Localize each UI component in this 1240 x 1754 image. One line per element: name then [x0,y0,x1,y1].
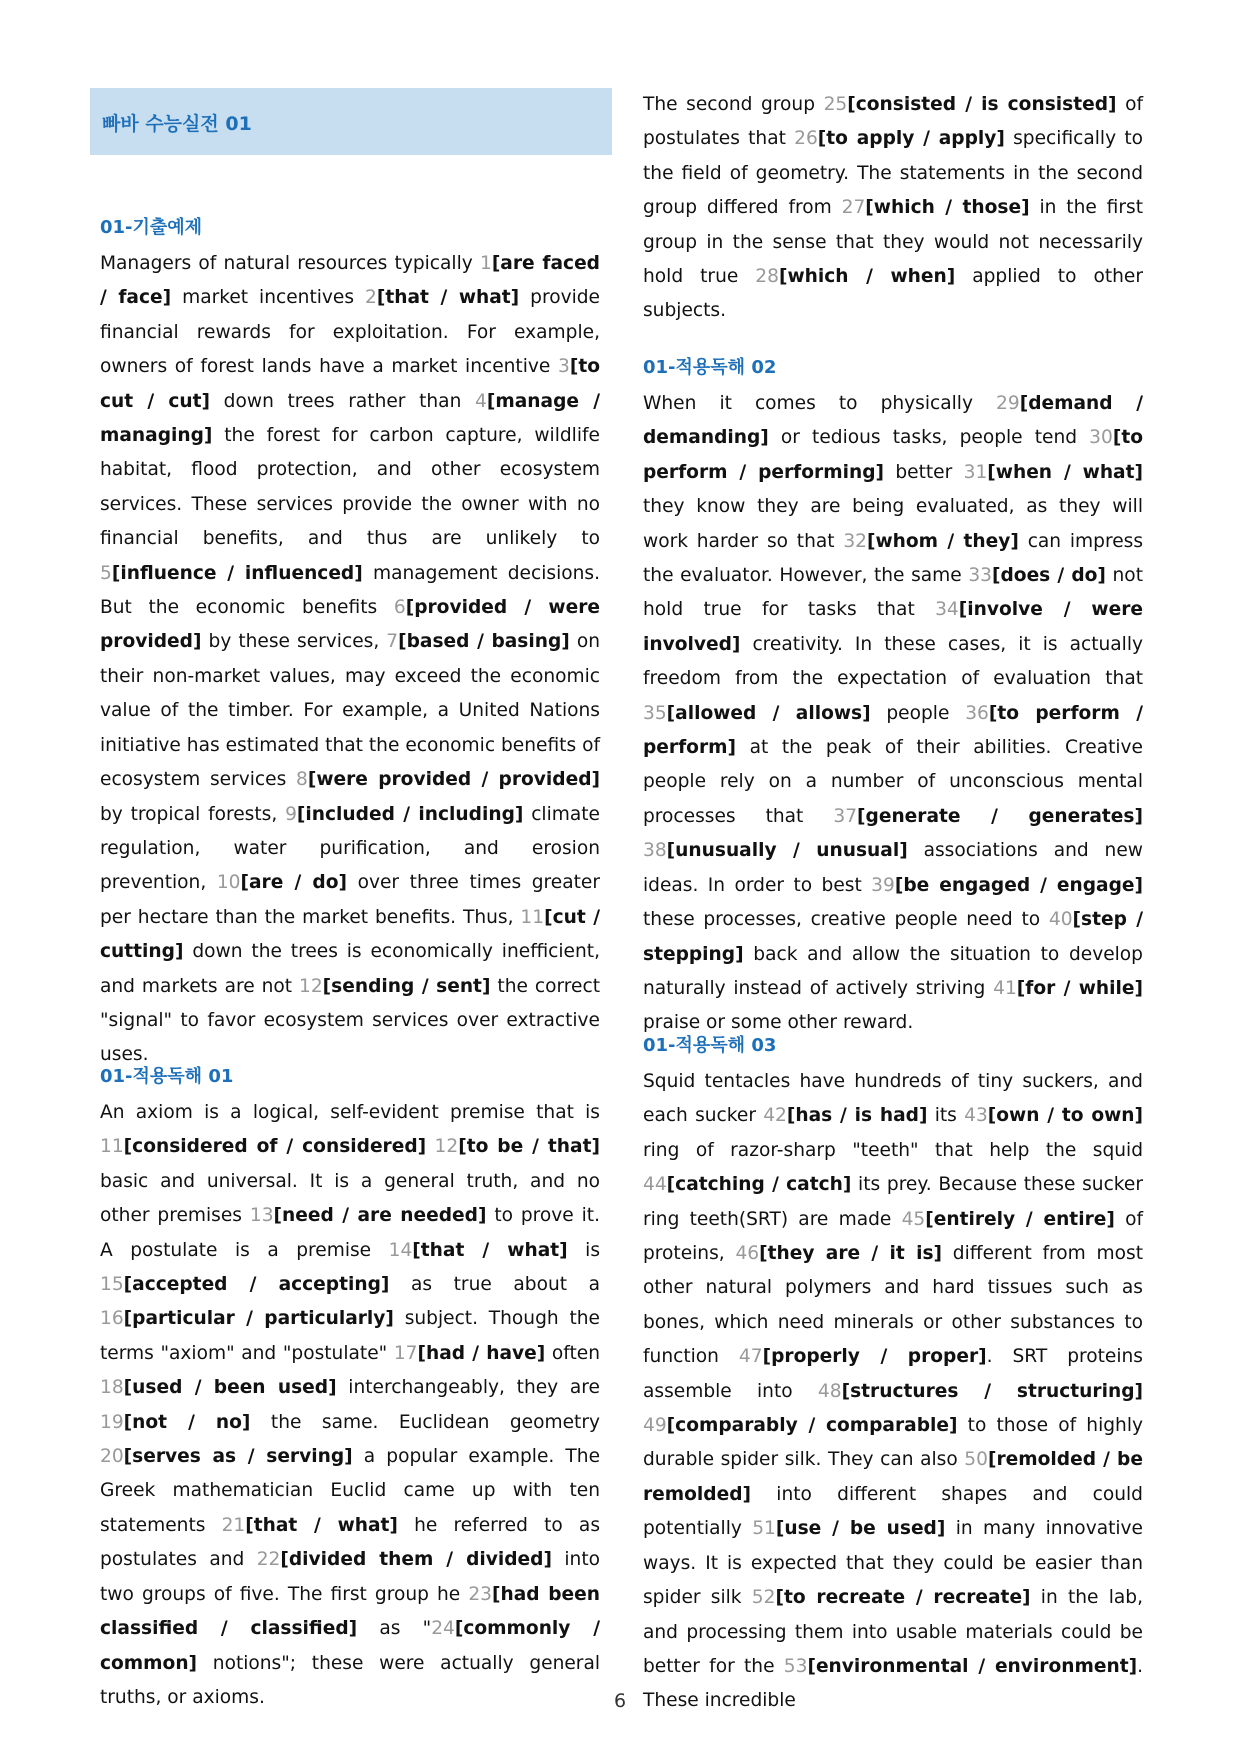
choice-options: [for / while] [1016,977,1143,999]
blank-number: 13 [249,1205,274,1227]
blank-number: 12 [299,975,323,997]
blank-number: 53 [783,1655,808,1677]
blank-number: 18 [100,1377,124,1399]
blank-number: 39 [871,874,895,896]
passage-text: in the lab, and processing them into usable materials could be better for the [643,1587,1143,1677]
choice-options: [own / to own] [987,1105,1144,1127]
blank-number: 51 [752,1518,776,1540]
choice-options: [to perform / performing] [643,427,1143,483]
choice-options: [had / have] [417,1342,546,1364]
blank-number: 17 [393,1342,418,1364]
passage-text: subject. Though the terms "axiom" and "postulate" [100,1308,600,1364]
passage-text: into two groups of five. The first group he [100,1549,600,1605]
blank-number: 23 [468,1583,492,1605]
passage-text: into different shapes and could potentially [643,1483,1143,1540]
passage-text: at the peak of their abilities. Creative people rely on a number of unconscious mental processes that [643,737,1143,827]
choice-options: [whom / they] [867,530,1019,552]
choice-options: [serves as / serving] [123,1446,353,1468]
blank-number: 32 [843,530,867,552]
choice-options: [allowed / allows] [666,702,871,724]
section-title: 01-적용독해 01 [100,1066,234,1087]
choice-options: [generate / generates] [857,805,1143,827]
page-number: 6 [613,1690,627,1712]
blank-number: 12 [434,1136,459,1158]
passage-text: provide financial rewards for exploitation. For example, owners of forest lands have a market incentive [100,287,600,378]
blank-number: 15 [100,1274,124,1296]
blank-number: 21 [221,1514,246,1536]
blank-number: 20 [100,1446,124,1468]
choice-options: [accepted / accepting] [123,1274,390,1296]
section-title: 01-적용독해 02 [643,357,777,378]
passage-text: creativity. In these cases, it is actually freedom from the expectation of evaluation that [643,633,1143,690]
choice-options: [consisted / is consisted] [847,94,1117,115]
choice-options: [based / basing] [398,631,570,653]
section-title: 01-기출예제 [100,217,203,238]
passage-text: the forest for carbon capture, wildlife habitat, flood protection, and other ecosystem services. These services provide the owner with no financial benefits, and thus are unlikely to [100,425,600,550]
blank-number: 33 [968,565,992,587]
blank-number: 28 [755,266,779,288]
blank-number: 1 [479,253,492,274]
blank-number: 49 [643,1415,667,1437]
blank-number: 6 [393,597,406,619]
blank-number: 35 [643,702,667,724]
choice-options: [to cut / cut] [100,356,600,412]
passage-text: or tedious tasks, people tend [768,427,1090,449]
passage-text: on their non-market values, may exceed the economic value of the timber. For example, a United Nations initiative has estimated that the economic benefits of ecosystem services [100,631,600,791]
passage-text: better [884,461,964,483]
blank-number: 2 [365,287,377,309]
choice-options: [environmental / environment] [807,1655,1138,1677]
header-title: 빠바 수능실전 01 [102,113,252,135]
choice-options: [involve / were involved] [643,599,1143,655]
blank-number: 38 [643,840,667,862]
blank-number: 4 [475,390,487,412]
blank-number: 36 [965,702,989,724]
passage-text: to those of highly durable spider silk. They can also [643,1415,1144,1471]
choice-options: [are faced / face] [100,253,600,309]
blank-number: 42 [763,1105,787,1127]
passage-text: of proteins, [643,1208,1143,1265]
passage-text: praise or some other reward. [643,1012,914,1034]
choice-options: [sending / sent] [322,975,491,997]
choice-options: [need / are needed] [273,1205,487,1227]
choice-options: [included / including] [296,803,524,825]
blank-number: 8 [296,769,308,791]
passage-text: not hold true for tasks that [643,565,1143,621]
passage-text: associations and new ideas. In order to best [643,840,1143,896]
passage-text: down the trees is economically inefficient, and markets are not [100,941,600,997]
passage-text: in the first group in the sense that they would not necessarily hold true [643,197,1144,288]
choice-options: [not / no] [123,1411,251,1433]
section-body [643,387,1143,1041]
passage-text: basic and universal. It is a general truth, and no other premises [100,1170,600,1227]
passage-text: is [567,1239,600,1261]
choice-options: [comparably / comparable] [666,1415,958,1437]
blank-number: 48 [817,1380,842,1402]
passage-text: different from most other natural polymers and hard tissues such as bones, which need minerals or other substances to function [643,1243,1143,1368]
choice-options: [influence / influenced] [111,562,363,584]
choice-options: [cut / cutting] [100,906,600,963]
passage-text: The second group [643,94,824,115]
section-example [100,213,600,1073]
blank-number: 37 [833,805,858,827]
section-reading-01-cont [643,88,1143,329]
passage-text: to prove it. A postulate is a premise [100,1205,600,1261]
choice-options: [be engaged / engage] [894,874,1143,896]
blank-number: 30 [1089,427,1113,449]
choice-options: [demand / demanding] [643,393,1143,449]
passage-text [426,1136,434,1157]
blank-number: 14 [388,1239,413,1261]
section-body [100,247,600,1073]
header-banner [90,88,612,155]
blank-number: 40 [1048,909,1073,931]
blank-number: 9 [285,803,297,825]
passage-text: its [927,1105,965,1127]
section-reading-02 [643,353,1143,1041]
choice-options: [that / what] [412,1239,568,1261]
passage-text: over three times greater per hectare than the market benefits. Thus, [100,872,600,928]
choice-options: [considered of / considered] [123,1136,427,1158]
section-title: 01-적용독해 03 [643,1035,777,1056]
blank-number: 24 [431,1618,455,1640]
choice-options: [when / what] [987,461,1143,483]
blank-number: 34 [935,599,959,621]
choice-options: [which / those] [865,197,1030,219]
choice-options: [unusually / unusual] [666,840,908,862]
blank-number: 43 [964,1105,988,1127]
blank-number: 16 [100,1308,124,1330]
passage-text: in many innovative ways. It is expected that they could be easier than spider silk [643,1518,1143,1609]
choice-options: [they are / it is] [759,1243,943,1265]
passage-text: of postulates that [643,94,1143,150]
passage-text: can impress the evaluator. However, the same [643,530,1144,587]
blank-number: 7 [386,631,399,653]
passage-text: the correct "signal" to favor ecosystem services over extractive uses. [100,975,600,1066]
choice-options: [which / when] [778,266,956,288]
choice-options: [that / what] [245,1514,398,1536]
choice-options: [remolded / be remolded] [643,1449,1143,1505]
passage-text: Squid tentacles have hundreds of tiny suckers, and each sucker [643,1071,1143,1127]
passage-text: as true about a [389,1274,600,1296]
choice-options: [had been classified / classified] [100,1583,600,1640]
passage-text: down trees rather than [210,390,476,412]
passage-text: applied to other subjects. [643,266,1143,322]
choice-options: [divided them / divided] [280,1549,552,1571]
blank-number: 47 [738,1346,763,1368]
blank-number: 31 [963,461,988,483]
choice-options: [to apply / apply] [817,128,1005,150]
blank-number: 44 [643,1174,667,1196]
blank-number: 26 [794,128,818,150]
choice-options: [used / been used] [123,1377,337,1399]
blank-number: 25 [823,94,848,115]
choice-options: [to be / that] [458,1136,600,1158]
passage-text: these processes, creative people need to [643,909,1049,931]
section-body [643,1065,1143,1719]
passage-text: they know they are being evaluated, as they will work harder so that [643,496,1143,552]
choice-options: [provided / were provided] [100,597,600,653]
passage-text: as " [357,1618,432,1640]
choice-options: [to recreate / recreate] [775,1587,1031,1609]
section-reading-03 [643,1031,1143,1719]
section-body [643,88,1143,329]
passage-text: ring of razor-sharp "teeth" that help the squid [643,1139,1143,1161]
section-reading-01 [100,1062,600,1715]
choice-options: [particular / particularly] [123,1308,394,1330]
passage-text: management decisions. But the economic benefits [100,562,601,619]
blank-number: 29 [996,393,1020,414]
passage-text: market incentives [171,287,366,309]
section-body [100,1096,600,1715]
blank-number: 10 [216,872,241,894]
passage-text: the same. Euclidean geometry [250,1411,600,1433]
passage-text: An axiom is a logical, self-evident premise that is [100,1102,600,1123]
passage-text: climate regulation, water purification, and erosion prevention, [100,803,600,894]
choice-options: [has / is had] [786,1105,928,1127]
choice-options: [catching / catch] [666,1174,852,1196]
choice-options: [does / do] [991,565,1106,587]
blank-number: 41 [993,977,1017,999]
passage-text: by these services, [201,631,387,653]
passage-text: back and allow the situation to develop naturally instead of actively striving [643,943,1143,999]
blank-number: 50 [964,1449,988,1471]
choice-options: [use / be used] [775,1518,946,1540]
choice-options: [entirely / entire] [925,1208,1115,1230]
choice-options: [that / what] [376,287,520,309]
passage-text: When it comes to physically [643,393,997,414]
choice-options: [commonly / common] [100,1618,600,1674]
blank-number: 45 [901,1208,926,1230]
passage-text: by tropical forests, [100,803,286,825]
choice-options: [are / do] [240,872,348,894]
choice-options: [properly / proper] [762,1346,987,1368]
passage-text: people [870,702,966,724]
blank-number: 27 [841,197,866,219]
choice-options: [manage / managing] [100,390,601,447]
blank-number: 46 [735,1243,760,1265]
choice-options: [structures / structuring] [841,1380,1143,1402]
blank-number: 5 [100,562,112,584]
passage-text: he referred to as postulates and [100,1514,601,1571]
passage-text: its prey. Because these sucker ring teeth(SRT) are made [643,1174,1143,1230]
choice-options: [to perform / perform] [643,702,1143,759]
passage-text: often [545,1342,600,1364]
blank-number: 3 [557,356,570,378]
choice-options: [were provided / provided] [307,769,601,791]
passage-text: Managers of natural resources typically [100,253,480,274]
blank-number: 22 [256,1549,281,1571]
passage-text: specifically to the field of geometry. The statements in the second group differed from [643,128,1143,219]
passage-text: . SRT proteins assemble into [643,1346,1143,1402]
blank-number: 52 [751,1587,776,1609]
blank-number: 11 [520,906,545,928]
blank-number: 19 [100,1411,124,1433]
choice-options: [step / stepping] [643,909,1143,965]
blank-number: 11 [100,1136,124,1158]
passage-text: notions"; these were actually general truths, or axioms. [100,1652,600,1708]
passage-text: . These incredible [643,1655,1143,1712]
passage-text: a popular example. The Greek mathematician Euclid came up with ten statements [100,1446,601,1536]
passage-text: interchangeably, they are [336,1377,600,1399]
